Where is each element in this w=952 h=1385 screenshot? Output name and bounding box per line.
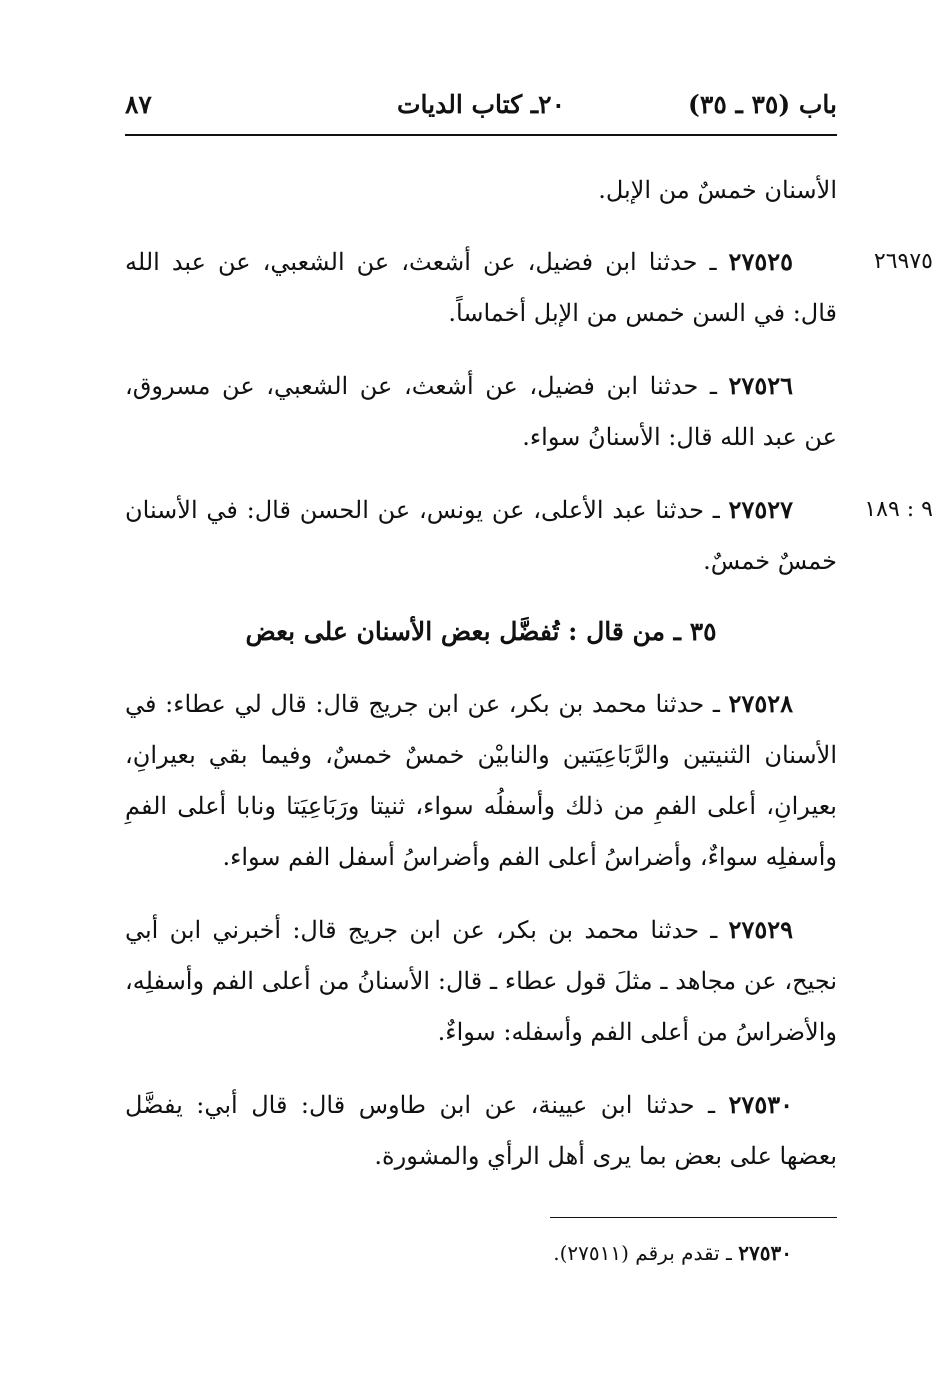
hadith-text: ـ حدثنا محمد بن بكر، عن ابن جريج قال: قال لي عطاء: في الأسنان الثنيتين والرَّبَاعِيَتين والنابيْن خمسٌ خمسٌ، وفيما بقي بعيرانِ، بعيرانِ، أعلى الفمِ من ذلك وأسفلُه سواء، ثنيتا ورَبَاعِيَتا ونابا أعلى الفمِ وأسفلِه سواءٌ، وأضراسُ أعلى الفم وأضراسُ أسفل الفم سواء.	[125, 690, 837, 871]
hadith-number: ٢٧٥٢٩	[728, 915, 793, 944]
page-header	[125, 86, 837, 126]
section-heading: ٣٥ ـ من قال : تُفضَّل بعض الأسنان على بعض	[245, 617, 717, 646]
hadith-number: ٢٧٥٢٨	[728, 689, 793, 718]
margin-reference: ٩ : ١٨٩	[864, 497, 933, 522]
hadith-number: ٢٧٥٣٠	[728, 1090, 793, 1119]
hadith-27527	[125, 484, 933, 587]
margin-reference: ٢٦٩٧٥	[873, 249, 933, 274]
hadith-number: ٢٧٥٢٦	[728, 371, 793, 400]
hadith-text: ـ حدثنا ابن فضيل، عن أشعث، عن الشعبي، عن مسروق، عن عبد الله قال: الأسنانُ سواء.	[125, 372, 837, 451]
hadith-27530	[125, 1079, 837, 1182]
hadith-27528	[125, 678, 837, 883]
running-header-chapter: باب (٣٥ ـ ٣٥)	[688, 90, 837, 119]
footnote	[400, 1235, 792, 1271]
hadith-27525	[125, 236, 933, 339]
running-header-book: ٢٠ـ كتاب الديات	[397, 90, 565, 119]
page-number: ٨٧	[125, 90, 152, 119]
main-text	[125, 165, 933, 1203]
footnote-rule	[550, 1217, 837, 1218]
hadith-text: ـ حدثنا عبد الأعلى، عن يونس، عن الحسن قال: في الأسنان خمسٌ خمسٌ.	[125, 496, 837, 575]
footnote-text: ـ تقدم برقم (٢٧٥١١).	[553, 1241, 732, 1265]
header-rule	[125, 134, 837, 136]
hadith-number: ٢٧٥٢٥	[728, 247, 793, 276]
hadith-27526	[125, 360, 837, 463]
hadith-text: ـ حدثنا ابن فضيل، عن أشعث، عن الشعبي، عن عبد الله قال: في السن خمس من الإبل أخماساً.	[125, 248, 837, 327]
footnote-number: ٢٧٥٣٠	[738, 1241, 792, 1265]
hadith-number: ٢٧٥٢٧	[728, 495, 793, 524]
hadith-27529	[125, 904, 837, 1058]
hadith-text: ـ حدثنا محمد بن بكر، عن ابن جريج قال: أخبرني ابن أبي نجيح، عن مجاهد ـ مثلَ قول عطاء ـ قال: الأسنانُ من أعلى الفم وأسفلِه، والأضراسُ من أعلى الفم وأسفله: سواءٌ.	[125, 916, 837, 1046]
hadith-text: ـ حدثنا ابن عيينة، عن ابن طاوس قال: قال أبي: يفضَّل بعضها على بعض بما يرى أهل الرأي والمشورة.	[125, 1091, 837, 1170]
intro-line: الأسنان خمسٌ من الإبل.	[598, 176, 837, 204]
